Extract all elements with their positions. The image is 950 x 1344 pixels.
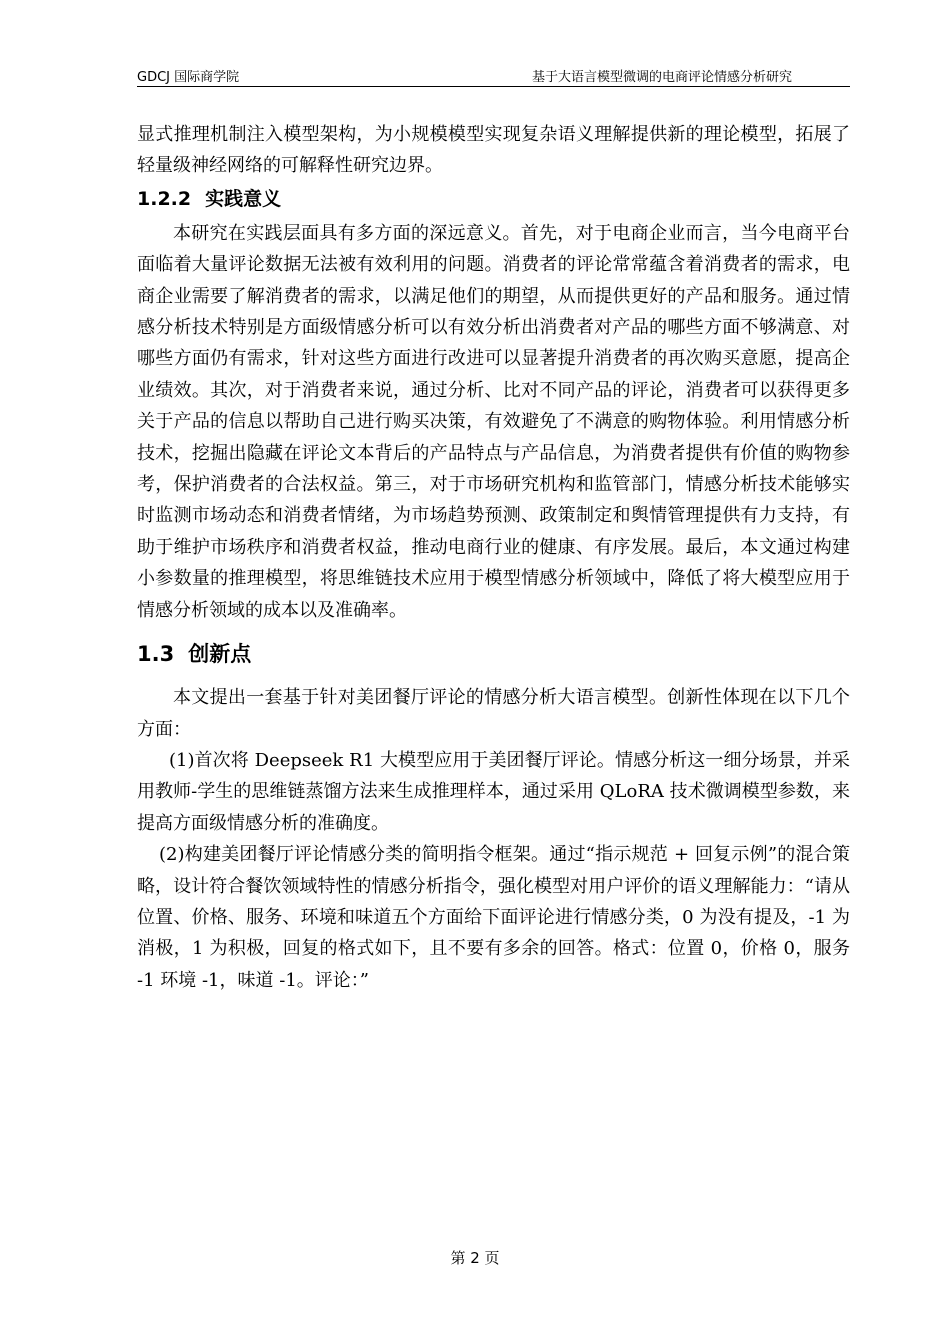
innovation-item-2: (2)构建美团餐厅评论情感分类的简明指令框架。通过“指示规范 + 回复示例”的混合策略，设计符合餐饮领域特性的情感分析指令，强化模型对用户评价的语义理解能力：“请从位置、价格、服务、环境和味道五个方面给下面评论进行情感分类，0 为没有提及，-1 为消极，1 为积极，回复的格式如下，且不要有多余的回答。格式：位置 0，价格 0，服务 -1 环境 -1，味道 -1。评论：” xyxy=(137,844,850,991)
heading-innovations xyxy=(137,638,850,670)
heading-number: 1.2.2 xyxy=(137,187,192,210)
page-header xyxy=(137,66,850,87)
practical-significance-paragraph: 本研究在实践层面具有多方面的深远意义。首先，对于电商企业而言，当今电商平台面临着大量评论数据无法被有效利用的问题。消费者的评论常常蕴含着消费者的需求，电商企业需要了解消费者的需求，以满足他们的期望，从而提供更好的产品和服务。通过情感分析技术特别是方面级情感分析可以有效分析出消费者对产品的哪些方面不够满意、对哪些方面仍有需求，针对这些方面进行改进可以显著提升消费者的再次购买意愿，提高企业绩效。其次，对于消费者来说，通过分析、比对不同产品的评论，消费者可以获得更多关于产品的信息以帮助自己进行购买决策，有效避免了不满意的购物体验。利用情感分析技术，挖掘出隐藏在评论文本背后的产品特点与产品信息，为消费者提供有价值的购物参考，保护消费者的合法权益。第三，对于市场研究机构和监管部门，情感分析技术能够实时监测市场动态和消费者情绪，为市场趋势预测、政策制定和舆情管理提供有力支持，有助于维护市场秩序和消费者权益，推动电商行业的健康、有序发展。最后，本文通过构建小参数量的推理模型，将思维链技术应用于模型情感分析领域中，降低了将大模型应用于情感分析领域的成本以及准确率。 xyxy=(137,222,850,621)
innovation-item-1: (1)首次将 Deepseek R1 大模型应用于美团餐厅评论。情感分析这一细分场景，并采用教师-学生的思维链蒸馏方法来生成推理样本，通过采用 QLoRA 技术微调模型参数，来提高方面级情感分析的准确度。 xyxy=(137,749,850,834)
page-content xyxy=(137,119,850,996)
heading-title: 创新点 xyxy=(188,642,252,667)
header-thesis-title: 基于大语言模型微调的电商评论情感分析研究 xyxy=(531,70,792,85)
heading-title: 实践意义 xyxy=(205,187,282,210)
page-number: 第 2 页 xyxy=(450,1249,500,1267)
header-institution: GDCJ 国际商学院 xyxy=(137,70,240,85)
continuation-paragraph: 显式推理机制注入模型架构，为小规模模型实现复杂语义理解提供新的理论模型，拓展了轻量级神经网络的可解释性研究边界。 xyxy=(137,124,850,177)
heading-practical-significance xyxy=(137,184,850,214)
heading-number: 1.3 xyxy=(137,642,175,667)
innovations-intro-paragraph: 本文提出一套基于针对美团餐厅评论的情感分析大语言模型。创新性体现在以下几个方面： xyxy=(137,687,850,740)
